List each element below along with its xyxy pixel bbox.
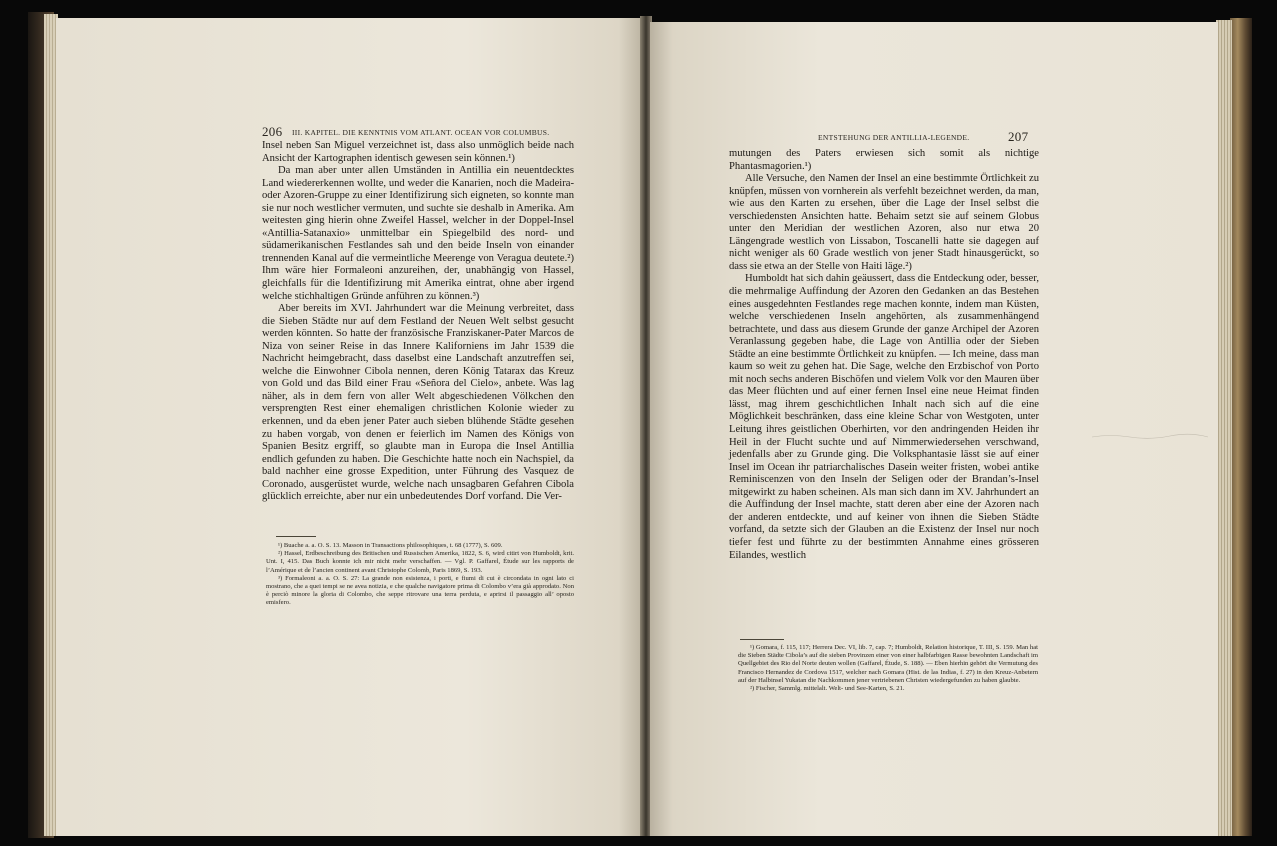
- left-paragraph: Aber bereits im XVI. Jahrhundert war die Meinung verbreitet, dass die Sieben Städte nur auf dem Festland der Neuen Welt selbst gesucht werden könnten. So hatte der französische Franziskaner-Pater Marcos de Niza von seiner Reise in das Innere Kaliforniens im Jahr 1539 die Nachricht heimgebracht, dass daselbst eine Landschaft anzutreffen sei, welche die Einwohner Cibola nennen, deren König Tatarax das Kreuz von Gold und das Bild einer Frau «Señora del Cielo», anbete. Was lag näher, als in dem fern von aller Welt abgeschiedenen Völkchen den versprengten Rest einer ehemaligen christlichen Kolonie wieder zu erkennen, und da eben jener Pater auch sieben blühende Städte gesehen zu haben vorgab, von denen er feierlich im Namen des Königs von Spanien Besitz ergriff, so glaubte man in Europa die Insel Antillia endlich gefunden zu haben. Die Geschichte hatte noch ein Nachspiel, da bald nachher eine grosse Expedition, unter Führung des Vasquez de Coronado, ausgerüstet wurde, welche nach unsagbaren Gefahren Cibola glücklich erreichte, aber nur ein unbedeutendes Dorf vorfand. Die Ver-: [262, 303, 574, 503]
- left-body-text: [262, 140, 574, 504]
- left-paragraph: Da man aber unter allen Umständen in Antillia ein neuentdecktes Land wiedererkennen wollte, und weder die Kanarien, noch die Madeira- oder Azoren-Gruppe zu einer Identifizirung sich eigneten, so konnte man sie nur noch westlicher vermuten, und suchte sie deshalb in Amerika. Am weitesten ging hierin ohne Zweifel Hassel, welcher in der Doppel-Insel «Antillia-Satanaxio» unmittelbar ein Spiegelbild des nord- und südamerikanischen Festlandes sah und den beide Inseln von einander trennenden Kanal auf die vermeintliche Meerenge von Veragua deutete.²) Ihm wäre hier Formaleoni anzureihen, der, unabhängig von Hassel, gleichfalls für die Identifizirung mit Amerika eintrat, ohne aber irgend welche stichhaltigen Gründe anführen zu können.³): [262, 165, 574, 302]
- right-page-number: 207: [1008, 129, 1029, 144]
- right-body-text: [729, 148, 1039, 562]
- right-footnote: ¹) Gomara, f. 115, 117; Herrera Dec. VI, lib. 7, cap. 7; Humboldt, Relation historique, T. III, S. 159. Man hat die Sieben Städte Cibola’s auf die sieben Provinzen einer von einer halbfarbigen Rasse bewohnten Landschaft im Quellgebiet des Rio del Norte deuten wollen (Gaffarel, Étude, S. 188). — Eben hierhin gehört die Vermutung des Francisco Hernandez de Cordova 1517, welcher nach Gomara (Hist. de las Indias, f. 27) in den Kreuz-Anbetern auf der Halbinsel Yukatan die Nachkommen jener vertriebenen Christen wiedergefunden zu haben glaubte.: [738, 644, 1038, 684]
- pencil-marginal-mark: [1090, 432, 1210, 440]
- right-footnotes: [738, 644, 1038, 693]
- left-footnote: ²) Hassel, Erdbeschreibung des Britischen und Russischen Amerika, 1822, S. 6, wird citirt von Humboldt, krit. Unt. I, 415. Das Buch konnte ich mir nicht mehr verschaffen. — Vgl. P. Gaffarel, Étude sur les rapports de l’Amérique et de l’ancien continent avant Christophe Colomb, Paris 1869, S. 193.: [266, 550, 574, 574]
- left-footnote: ¹) Buache a. a. O. S. 13. Masson in Transactions philosophiques, t. 68 (1777), S. 609.: [278, 542, 503, 549]
- book-cover-right: [1230, 18, 1252, 836]
- right-footnote-rule: [740, 639, 784, 640]
- pencil-scribble: [1090, 432, 1210, 440]
- left-footnote: ³) Formaleoni a. a. O. S. 27: La grande non esistenza, i porti, e fiumi di cui è circondata in ogni lato ci mostrano, che a quei tempi se ne avea notizia, e che qualche navigatore prima di Colombo v’era già approdato. Non è perciò minore la gloria di Colombo, che seppe ritrovare una terra perduta, e aprirsi il passaggio all’ oposto emisfero.: [266, 574, 574, 607]
- right-running-head: ENTSTEHUNG DER ANTILLIA-LEGENDE.: [818, 133, 970, 142]
- right-paragraph: Alle Versuche, den Namen der Insel an eine bestimmte Örtlichkeit zu knüpfen, müssen von vornherein als verfehlt bezeichnet werden, da man, wie aus den Karten zu ersehen, über die Lage der Insel selbst die verschiedensten Ansichten hatte. Behaim setzt sie auf seinem Globus unter den Meridian der westlichen Azoren, also nur etwa 20 Längengrade westlich von Lissabon, Toscanelli hatte sie dagegen auf nicht weniger als 60 Grade westlich von jener Stadt hinausgerückt, so dass sie etwa an der Stelle von Haiti läge.²): [729, 173, 1039, 272]
- right-paragraph: mutungen des Paters erwiesen sich somit als nichtige Phantasmagorien.¹): [729, 148, 1039, 172]
- right-paragraph: Humboldt hat sich dahin geäussert, dass die Entdeckung oder, besser, die mehrmalige Auffindung der Azoren den Gedanken an das Bestehen eines ausgedehnten Festlandes rege machen konnte, indem man Küsten, welche verschiedenen Inseln angehörten, als zusammenhängend betrachtete, und dass aus diesem Grunde der ganze Archipel der Azoren Veranlassung gegeben habe, die Lage von Antillia oder der Sieben Städte an eine bestimmte Örtlichkeit zu knüpfen. — Ich meine, dass man kaum so weit zu gehen hat. Die Sage, welche den Erzbischof von Porto mit noch sechs anderen Bischöfen und vielem Volk vor den Mauren über das Meer flüchten und auf einer fernen Insel eine neue Heimat finden lässt, mag ihrem geschichtlichen Inhalt nach sich auf die eine Möglichkeit beschränken, dass eine kleine Schar von Westgoten, unter Leitung ihres geistlichen Oberhirten, vor den andringenden Heiden ihr Heil in der Flucht suchte und auf Nimmerwiedersehen verschwand, jedenfalls aber zu Grunde ging. Die Volksphantasie lässt sie auf einer Insel im Ocean ihr patriarchalisches Dasein weiter fristen, wobei antike Reminiscenzen von den Inseln der Seligen oder der Brandan’s-Insel mitgewirkt zu haben scheinen. Als man sich dann im XV. Jahrhundert an die Auffindung der Insel machte, statt deren aber eine der Azoren nach der anderen entdeckte, und auf keiner von ihnen die Sieben Städte vorfand, da setzte sich der Glauben an die Existenz der Insel nur noch tiefer fest und führte zu der bestimmten Annahme eines grösseren Eilandes, westlich: [729, 273, 1039, 561]
- page-edges-right: [1216, 20, 1232, 836]
- left-page-number: 206: [262, 124, 283, 139]
- left-paragraph: Insel neben San Miguel verzeichnet ist, dass also unmöglich beide nach Ansicht der Kartographen identisch gewesen sein können.¹): [262, 140, 574, 164]
- left-running-head: III. KAPITEL. DIE KENNTNIS VOM ATLANT. OCEAN VOR COLUMBUS.: [292, 128, 550, 137]
- right-footnote: ²) Fischer, Sammlg. mittelalt. Welt- und See-Karten, S. 21.: [750, 685, 905, 693]
- left-footnotes: [266, 542, 574, 608]
- left-footnote-rule: [276, 536, 316, 537]
